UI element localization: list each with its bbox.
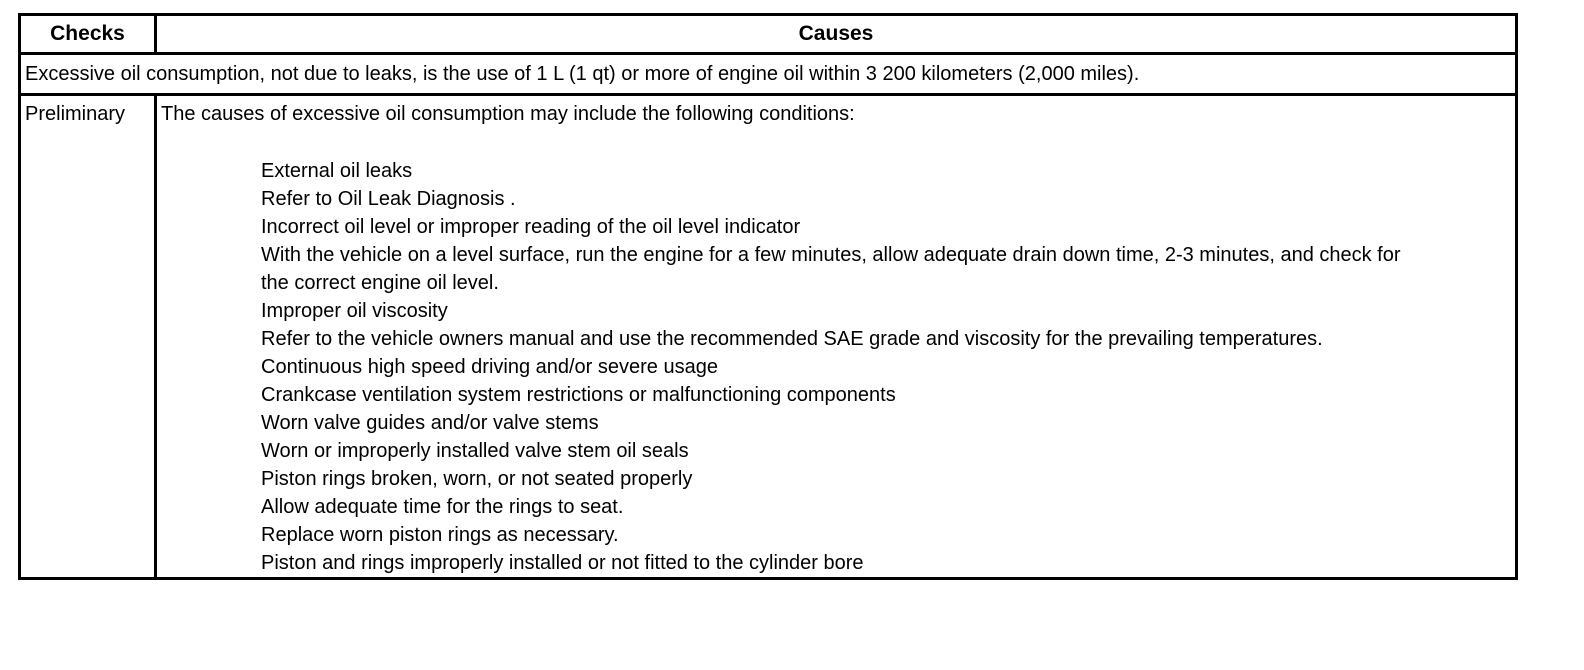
list-item: Refer to the vehicle owners manual and use the recommended SAE grade and viscosity for the prevailing temperatures.	[261, 328, 1323, 350]
list-item: Allow adequate time for the rings to seat.	[261, 496, 624, 518]
intro-text: Excessive oil consumption, not due to leaks, is the use of 1 L (1 qt) or more of engine oil within 3 200 kilometers (2,000 miles).	[20, 54, 1517, 95]
list-item: Worn valve guides and/or valve stems	[261, 412, 599, 434]
causes-lead: The causes of excessive oil consumption may include the following conditions:	[161, 103, 855, 125]
list-item: Incorrect oil level or improper reading of the oil level indicator	[261, 216, 801, 238]
header-row	[20, 15, 1517, 54]
header-causes: Causes	[156, 15, 1517, 54]
list-item: Worn or improperly installed valve stem oil seals	[261, 440, 689, 462]
intro-row	[20, 54, 1517, 95]
list-item: With the vehicle on a level surface, run the engine for a few minutes, allow adequate drain down time, 2-3 minutes, and check for the correct engine oil level.	[261, 244, 1401, 294]
diagnosis-table	[18, 13, 1518, 580]
list-item: Piston rings broken, worn, or not seated properly	[261, 468, 693, 490]
causes-cell	[156, 95, 1517, 579]
preliminary-row	[20, 95, 1517, 579]
list-item: Replace worn piston rings as necessary.	[261, 524, 619, 546]
list-item: Crankcase ventilation system restrictions or malfunctioning components	[261, 384, 896, 406]
cause-list	[161, 157, 1431, 577]
header-checks: Checks	[20, 15, 156, 54]
list-item: Piston and rings improperly installed or not fitted to the cylinder bore	[261, 552, 864, 574]
check-label: Preliminary	[20, 95, 156, 579]
list-item: Refer to Oil Leak Diagnosis .	[261, 188, 516, 210]
list-item: Continuous high speed driving and/or severe usage	[261, 356, 718, 378]
list-item: Improper oil viscosity	[261, 300, 448, 322]
list-item: External oil leaks	[261, 160, 413, 182]
